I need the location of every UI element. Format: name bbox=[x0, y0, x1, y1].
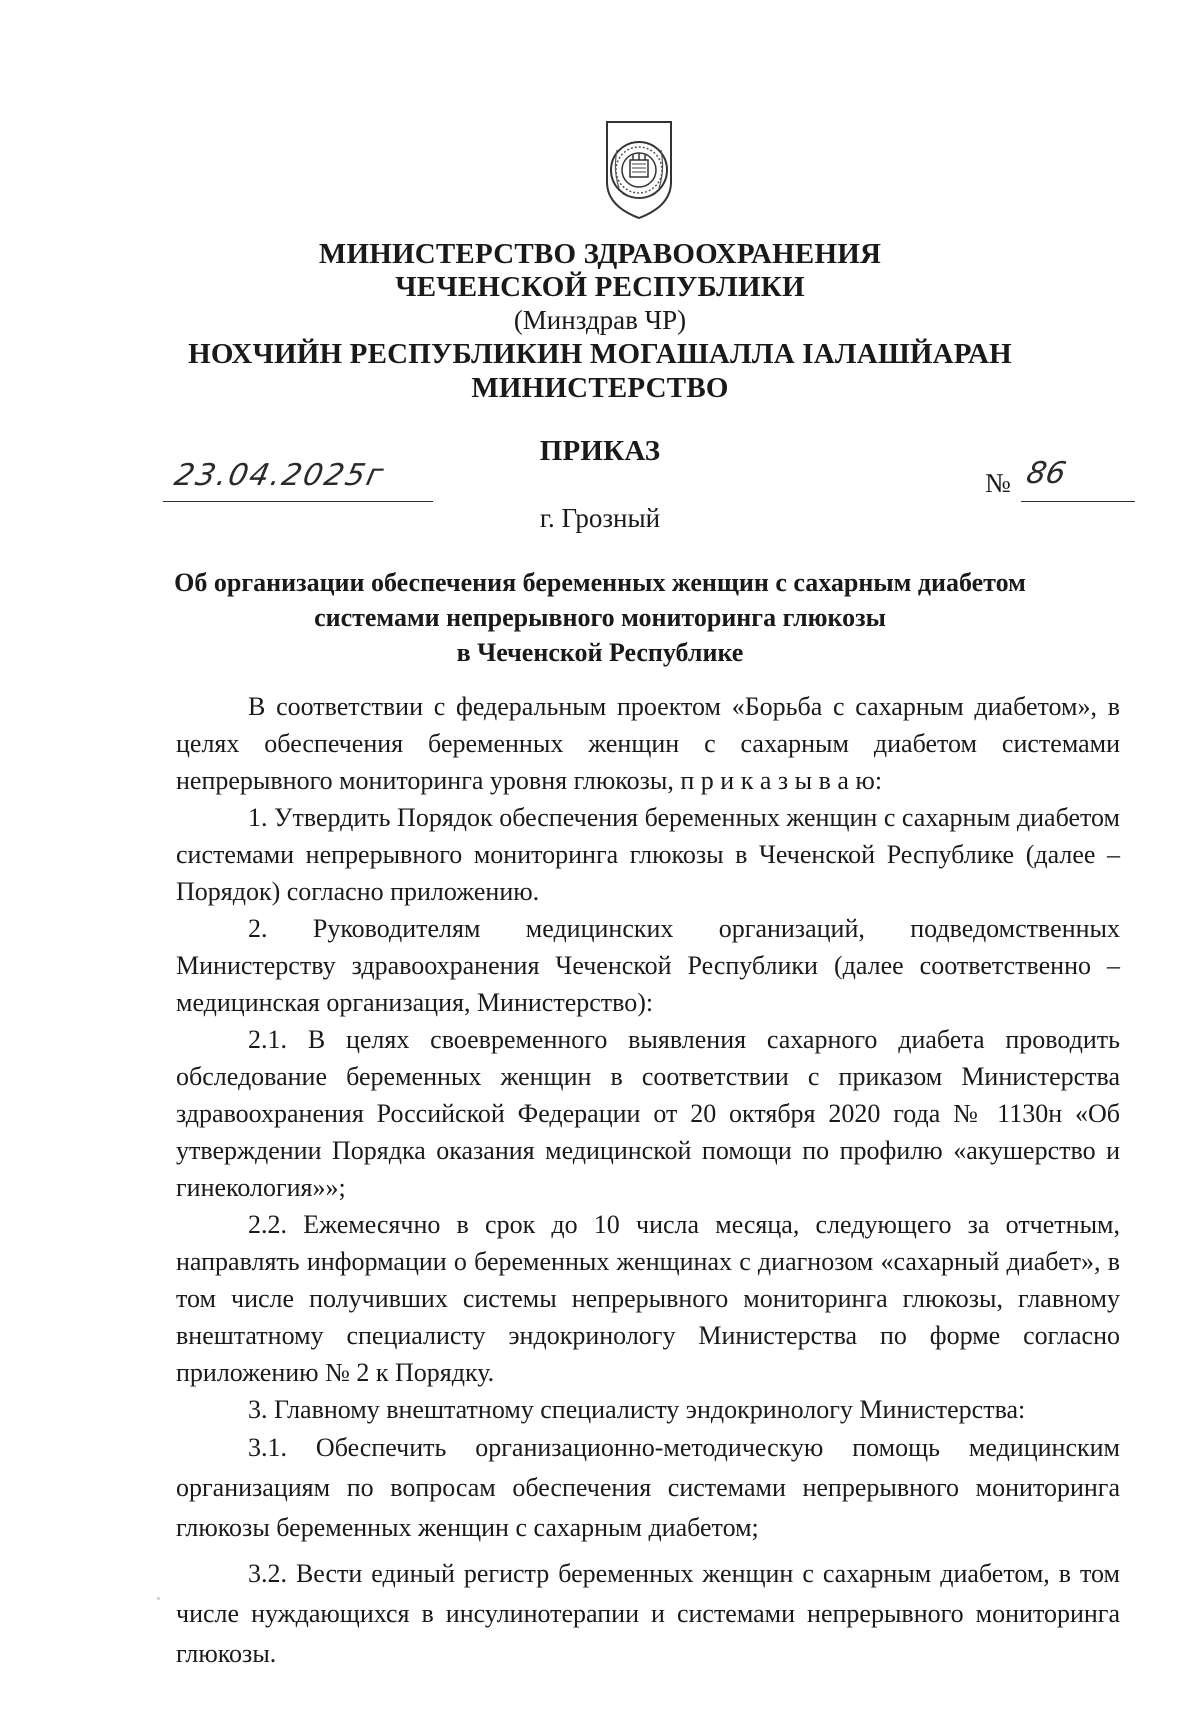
preamble-paragraph: В соответствии с федеральным проектом «Борьба с сахарным диабетом», в целях обеспечения беременных женщин с сахарным диабетом системами непрерывного мониторинга уровня глюкозы, п р и к а з ы в а ю: bbox=[176, 692, 1120, 795]
ministry-name-ce-line2: МИНИСТЕРСТВО bbox=[471, 372, 729, 404]
ministry-name-ru-line1: МИНИСТЕРСТВО ЗДРАВООХРАНЕНИЯ bbox=[318, 238, 882, 270]
item-3-1-paragraph: 3.1. Обеспечить организационно-методическую помощь медицинским организациям по вопросам обеспечения системами непрерывного мониторинга глюкозы беременных женщин с сахарным диабетом; bbox=[176, 1433, 1120, 1542]
ministry-name-ce-line1: НОХЧИЙН РЕСПУБЛИКИН МОГАШАЛЛА ІАЛАШЙАРАН bbox=[188, 338, 1012, 370]
order-date-handwritten: 23.04.2025г bbox=[171, 458, 389, 493]
item-2-2-paragraph: 2.2. Ежемесячно в срок до 10 числа месяца, следующего за отчетным, направлять информации о беременных женщинах с диагнозом «сахарный диабет», в том числе получивших системы непрерывного мониторинга глюкозы, главному внештатному специалисту эндокринологу Министерства по форме согласно приложению № 2 к Порядку. bbox=[176, 1210, 1120, 1387]
item-3-2-paragraph: 3.2. Вести единый регистр беременных женщин с сахарным диабетом, в том числе нуждающихся в инсулинотерапии и системами непрерывного мониторинга глюкозы. bbox=[176, 1559, 1120, 1668]
ministry-name-ru-line2: ЧЕЧЕНСКОЙ РЕСПУБЛИКИ bbox=[395, 271, 805, 303]
date-underline bbox=[163, 501, 433, 502]
order-city: г. Грозный bbox=[539, 503, 661, 533]
scan-artifact bbox=[157, 1597, 160, 1600]
number-sign: № bbox=[985, 468, 1011, 498]
order-number-handwritten: 86 bbox=[1023, 456, 1069, 491]
number-underline bbox=[1021, 501, 1135, 502]
order-type-label: ПРИКАЗ bbox=[539, 435, 661, 467]
order-number-field bbox=[985, 456, 1135, 502]
order-date-field bbox=[163, 458, 433, 502]
item-2-paragraph: 2. Руководителям медицинских организаций, подведомственных Министерству здравоохранения Чеченской Республики (далее соответственно – медицинская организация, Министерство): bbox=[176, 914, 1120, 1017]
item-1-paragraph: 1. Утвердить Порядок обеспечения беременных женщин с сахарным диабетом системами непрерывного мониторинга глюкозы в Чеченской Республике (далее – Порядок) согласно приложению. bbox=[176, 803, 1120, 906]
order-title-line2: системами непрерывного мониторинга глюкозы bbox=[314, 603, 886, 632]
order-body bbox=[176, 688, 1120, 1674]
item-2-1-paragraph: 2.1. В целях своевременного выявления сахарного диабета проводить обследование беременных женщин в соответствии с приказом Министерства здравоохранения Российской Федерации от 20 октября 2020 года № 1130н «Об утверждении Порядка оказания медицинской помощи по профилю «акушерство и гинекология»»; bbox=[176, 1025, 1120, 1202]
ministry-short-name: (Минздрав ЧР) bbox=[513, 305, 687, 335]
item-3-paragraph: 3. Главному внештатному специалисту эндокринологу Министерства: bbox=[248, 1395, 1026, 1424]
order-title-line1: Об организации обеспечения беременных женщин с сахарным диабетом bbox=[174, 568, 1026, 597]
order-title-line3: в Чеченской Республике bbox=[456, 638, 744, 667]
coat-of-arms-icon bbox=[603, 120, 675, 220]
